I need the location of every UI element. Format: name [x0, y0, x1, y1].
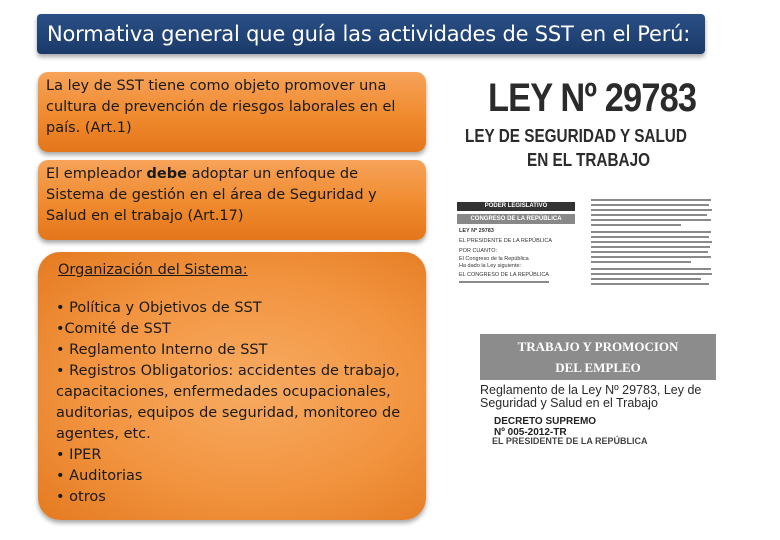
gazette-right-column — [585, 196, 717, 288]
list-item: •Comité de SST — [56, 321, 171, 337]
header-line1: TRABAJO Y PROMOCION — [517, 339, 679, 354]
slide-title: Normativa general que guía las actividades de SST en el Perú: — [47, 22, 691, 46]
empleador-box — [38, 160, 426, 240]
ley-name-line2: EN EL TRABAJO — [527, 150, 650, 170]
gazette-ley: LEY Nº 29783 — [459, 228, 494, 234]
gazette-scan-image — [455, 196, 717, 288]
congreso-bar: CONGRESO DE LA REPÚBLICA — [457, 214, 575, 224]
ley-title-image — [455, 72, 717, 202]
organizacion-box — [38, 252, 426, 520]
ley-objeto-box — [38, 72, 426, 152]
ley-number: LEY Nº 29783 — [488, 76, 697, 120]
reglamento-line1: Reglamento de la Ley Nº 29783, Ley de — [480, 383, 702, 397]
organizacion-list — [56, 298, 418, 508]
list-item: • Reglamento Interno de SST — [56, 342, 268, 358]
decreto-supremo — [494, 416, 596, 438]
empleador-text-bold: debe — [146, 166, 187, 182]
empleador-text — [46, 164, 420, 227]
list-item: • otros — [56, 489, 106, 505]
gazette-por-cuanto: POR CUANTO: — [459, 248, 498, 254]
empleador-text-after: adoptar un enfoque de Sistema de gestión en el área de Seguridad y Salud en el trabajo (Art.17) — [46, 166, 377, 224]
slide-title-bar — [37, 14, 705, 54]
ds-line1: DECRETO SUPREMO — [494, 416, 597, 427]
trabajo-promocion-header — [480, 334, 716, 380]
ds-line2: Nº 005-2012-TR — [494, 427, 567, 438]
list-item: • Política y Objetivos de SST — [56, 300, 262, 316]
decreto-presidente: EL PRESIDENTE DE LA REPÚBLICA — [492, 436, 648, 446]
gazette-dado: Ha dado la Ley siguiente: — [459, 263, 522, 269]
reglamento-line2: Seguridad y Salud en el Trabajo — [480, 396, 658, 410]
list-item: • IPER — [56, 447, 102, 463]
list-item: • Registros Obligatorios: accidentes de trabajo, capacitaciones, enfermedades ocupacionales, auditorias, equipos de seguridad, monitoreo de agentes, etc. — [56, 363, 401, 442]
gazette-congreso-dado: El Congreso de la República — [459, 256, 529, 262]
gazette-congreso2: EL CONGRESO DE LA REPÚBLICA — [459, 272, 549, 278]
gazette-text-line — [459, 281, 549, 283]
gazette-left-column — [455, 196, 577, 288]
empleador-text-before: El empleador — [46, 166, 147, 182]
header-line2: DEL EMPLEO — [555, 360, 641, 375]
list-item: • Auditorias — [56, 468, 143, 484]
poder-legislativo-bar: PODER LEGISLATIVO — [457, 202, 575, 211]
reglamento-title — [480, 384, 701, 410]
ley-name-line1: LEY DE SEGURIDAD Y SALUD — [465, 126, 687, 146]
gazette-presidente: EL PRESIDENTE DE LA REPÚBLICA — [459, 238, 553, 244]
organizacion-heading: Organización del Sistema: — [58, 262, 248, 278]
ley-objeto-text: La ley de SST tiene como objeto promover una cultura de prevención de riesgos laborales en el país. (Art.1) — [46, 78, 396, 136]
reglamento-image — [476, 330, 718, 470]
